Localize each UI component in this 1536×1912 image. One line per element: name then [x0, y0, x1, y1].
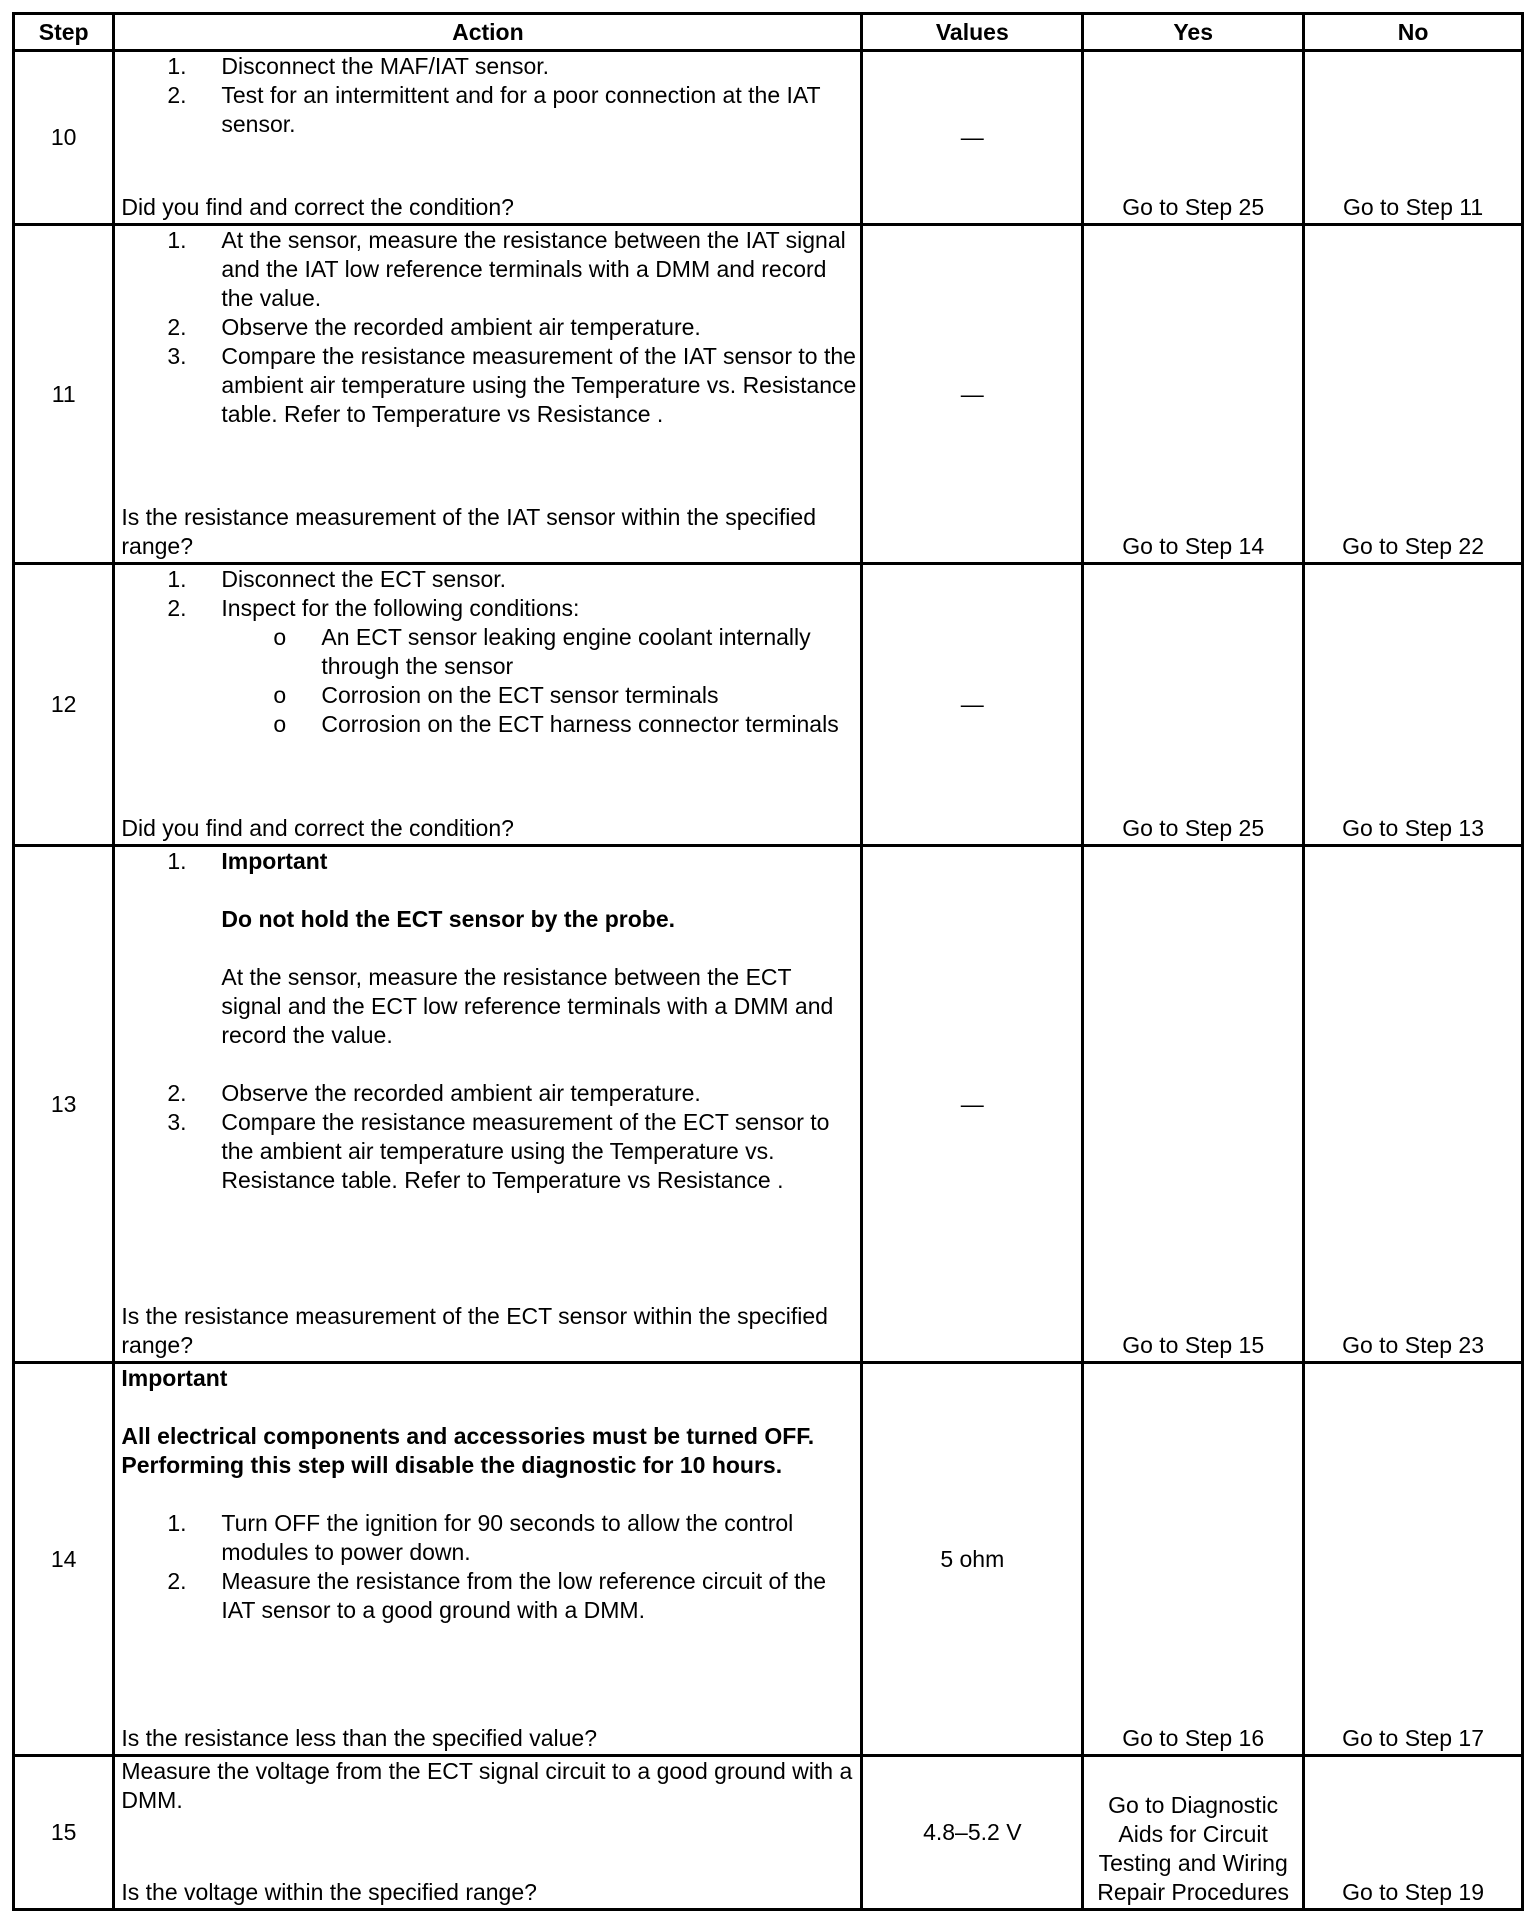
action-text: Measure the voltage from the ECT signal circuit to a good ground with a DMM. — [121, 1758, 853, 1813]
bullet-icon: o — [273, 624, 287, 650]
no-cell: Go to Step 11 — [1304, 51, 1523, 225]
header-yes: Yes — [1083, 14, 1304, 51]
header-values: Values — [862, 14, 1083, 51]
list-item: 2. Observe the recorded ambient air temperature. — [167, 1080, 701, 1106]
list-item: 1. At the sensor, measure the resistance between the IAT signal and the IAT low reference terminals with a DMM and record the value. — [167, 227, 846, 311]
bullet-item: o Corrosion on the ECT sensor terminals — [273, 682, 719, 708]
action-question: Is the resistance measurement of the ECT sensor within the specified range? — [121, 1303, 828, 1358]
yes-cell: Go to Step 15 — [1083, 846, 1304, 1363]
header-step: Step — [14, 14, 114, 51]
values-cell: — — [862, 225, 1083, 564]
action-cell — [114, 1756, 862, 1910]
important-note: Do not hold the ECT sensor by the probe. — [221, 906, 676, 932]
table-row-step-11 — [14, 225, 1523, 564]
bullet-item: o An ECT sensor leaking engine coolant internally through the sensor — [273, 624, 811, 679]
values-cell: — — [862, 564, 1083, 846]
values-cell: — — [862, 51, 1083, 225]
bullet-icon: o — [273, 711, 287, 737]
bullet-item: o Corrosion on the ECT harness connector terminals — [273, 711, 839, 737]
yes-cell: Go to Step 16 — [1083, 1363, 1304, 1756]
no-cell: Go to Step 23 — [1304, 846, 1523, 1363]
no-cell: Go to Step 13 — [1304, 564, 1523, 846]
action-cell — [114, 564, 862, 846]
list-item-text: At the sensor, measure the resistance between the ECT signal and the ECT low reference terminals with a DMM and record the value. — [221, 964, 834, 1048]
list-item: 2. Observe the recorded ambient air temperature. — [167, 314, 701, 340]
action-question: Did you find and correct the condition? — [121, 815, 514, 841]
diagnostic-steps-table — [12, 12, 1524, 1911]
table-header-row — [14, 14, 1523, 51]
step-number: 15 — [14, 1756, 114, 1910]
action-cell — [114, 846, 862, 1363]
step-number: 11 — [14, 225, 114, 564]
table-row-step-14 — [14, 1363, 1523, 1756]
step-number: 12 — [14, 564, 114, 846]
action-question: Is the resistance measurement of the IAT sensor within the specified range? — [121, 504, 816, 559]
bullet-icon: o — [273, 682, 287, 708]
action-cell — [114, 225, 862, 564]
values-cell: — — [862, 846, 1083, 1363]
step-number: 14 — [14, 1363, 114, 1756]
important-label: Important — [121, 1365, 228, 1391]
no-cell: Go to Step 22 — [1304, 225, 1523, 564]
yes-cell: Go to Diagnostic Aids for Circuit Testing and Wiring Repair Procedures — [1083, 1756, 1304, 1910]
yes-cell: Go to Step 14 — [1083, 225, 1304, 564]
step-number: 13 — [14, 846, 114, 1363]
diagnostic-table-document — [12, 12, 1524, 1911]
action-cell — [114, 1363, 862, 1756]
list-item: 3. Compare the resistance measurement of the ECT sensor to the ambient air temperature using the Temperature vs. Resistance table. Refer to Temperature vs Resistance . — [167, 1109, 830, 1193]
header-action: Action — [114, 14, 862, 51]
no-cell: Go to Step 17 — [1304, 1363, 1523, 1756]
important-label: Important — [221, 848, 328, 874]
table-row-step-12 — [14, 564, 1523, 846]
list-item: 2. Measure the resistance from the low reference circuit of the IAT sensor to a good ground with a DMM. — [167, 1568, 827, 1623]
list-item: 2. Inspect for the following conditions: — [167, 595, 580, 621]
list-item: 1. Disconnect the MAF/IAT sensor. — [167, 53, 550, 79]
step-number: 10 — [14, 51, 114, 225]
yes-cell: Go to Step 25 — [1083, 564, 1304, 846]
header-no: No — [1304, 14, 1523, 51]
no-cell: Go to Step 19 — [1304, 1756, 1523, 1910]
important-note: All electrical components and accessories must be turned OFF. Performing this step will disable the diagnostic for 10 hours. — [121, 1423, 815, 1478]
values-cell: 4.8–5.2 V — [862, 1756, 1083, 1910]
list-item: 1. Disconnect the ECT sensor. — [167, 566, 507, 592]
action-cell — [114, 51, 862, 225]
action-question: Is the resistance less than the specified value? — [121, 1725, 598, 1751]
yes-cell: Go to Step 25 — [1083, 51, 1304, 225]
list-item: 3. Compare the resistance measurement of the IAT sensor to the ambient air temperature using the Temperature vs. Resistance table. Refer to Temperature vs Resistance . — [167, 343, 857, 427]
list-item: 2. Test for an intermittent and for a poor connection at the IAT sensor. — [167, 82, 821, 137]
list-item: 1. Important — [167, 848, 328, 874]
table-row-step-13 — [14, 846, 1523, 1363]
list-item: 1. Turn OFF the ignition for 90 seconds to allow the control modules to power down. — [167, 1510, 794, 1565]
action-question: Did you find and correct the condition? — [121, 194, 514, 220]
action-question: Is the voltage within the specified range? — [121, 1879, 537, 1905]
values-cell: 5 ohm — [862, 1363, 1083, 1756]
table-row-step-15 — [14, 1756, 1523, 1910]
table-row-step-10 — [14, 51, 1523, 225]
